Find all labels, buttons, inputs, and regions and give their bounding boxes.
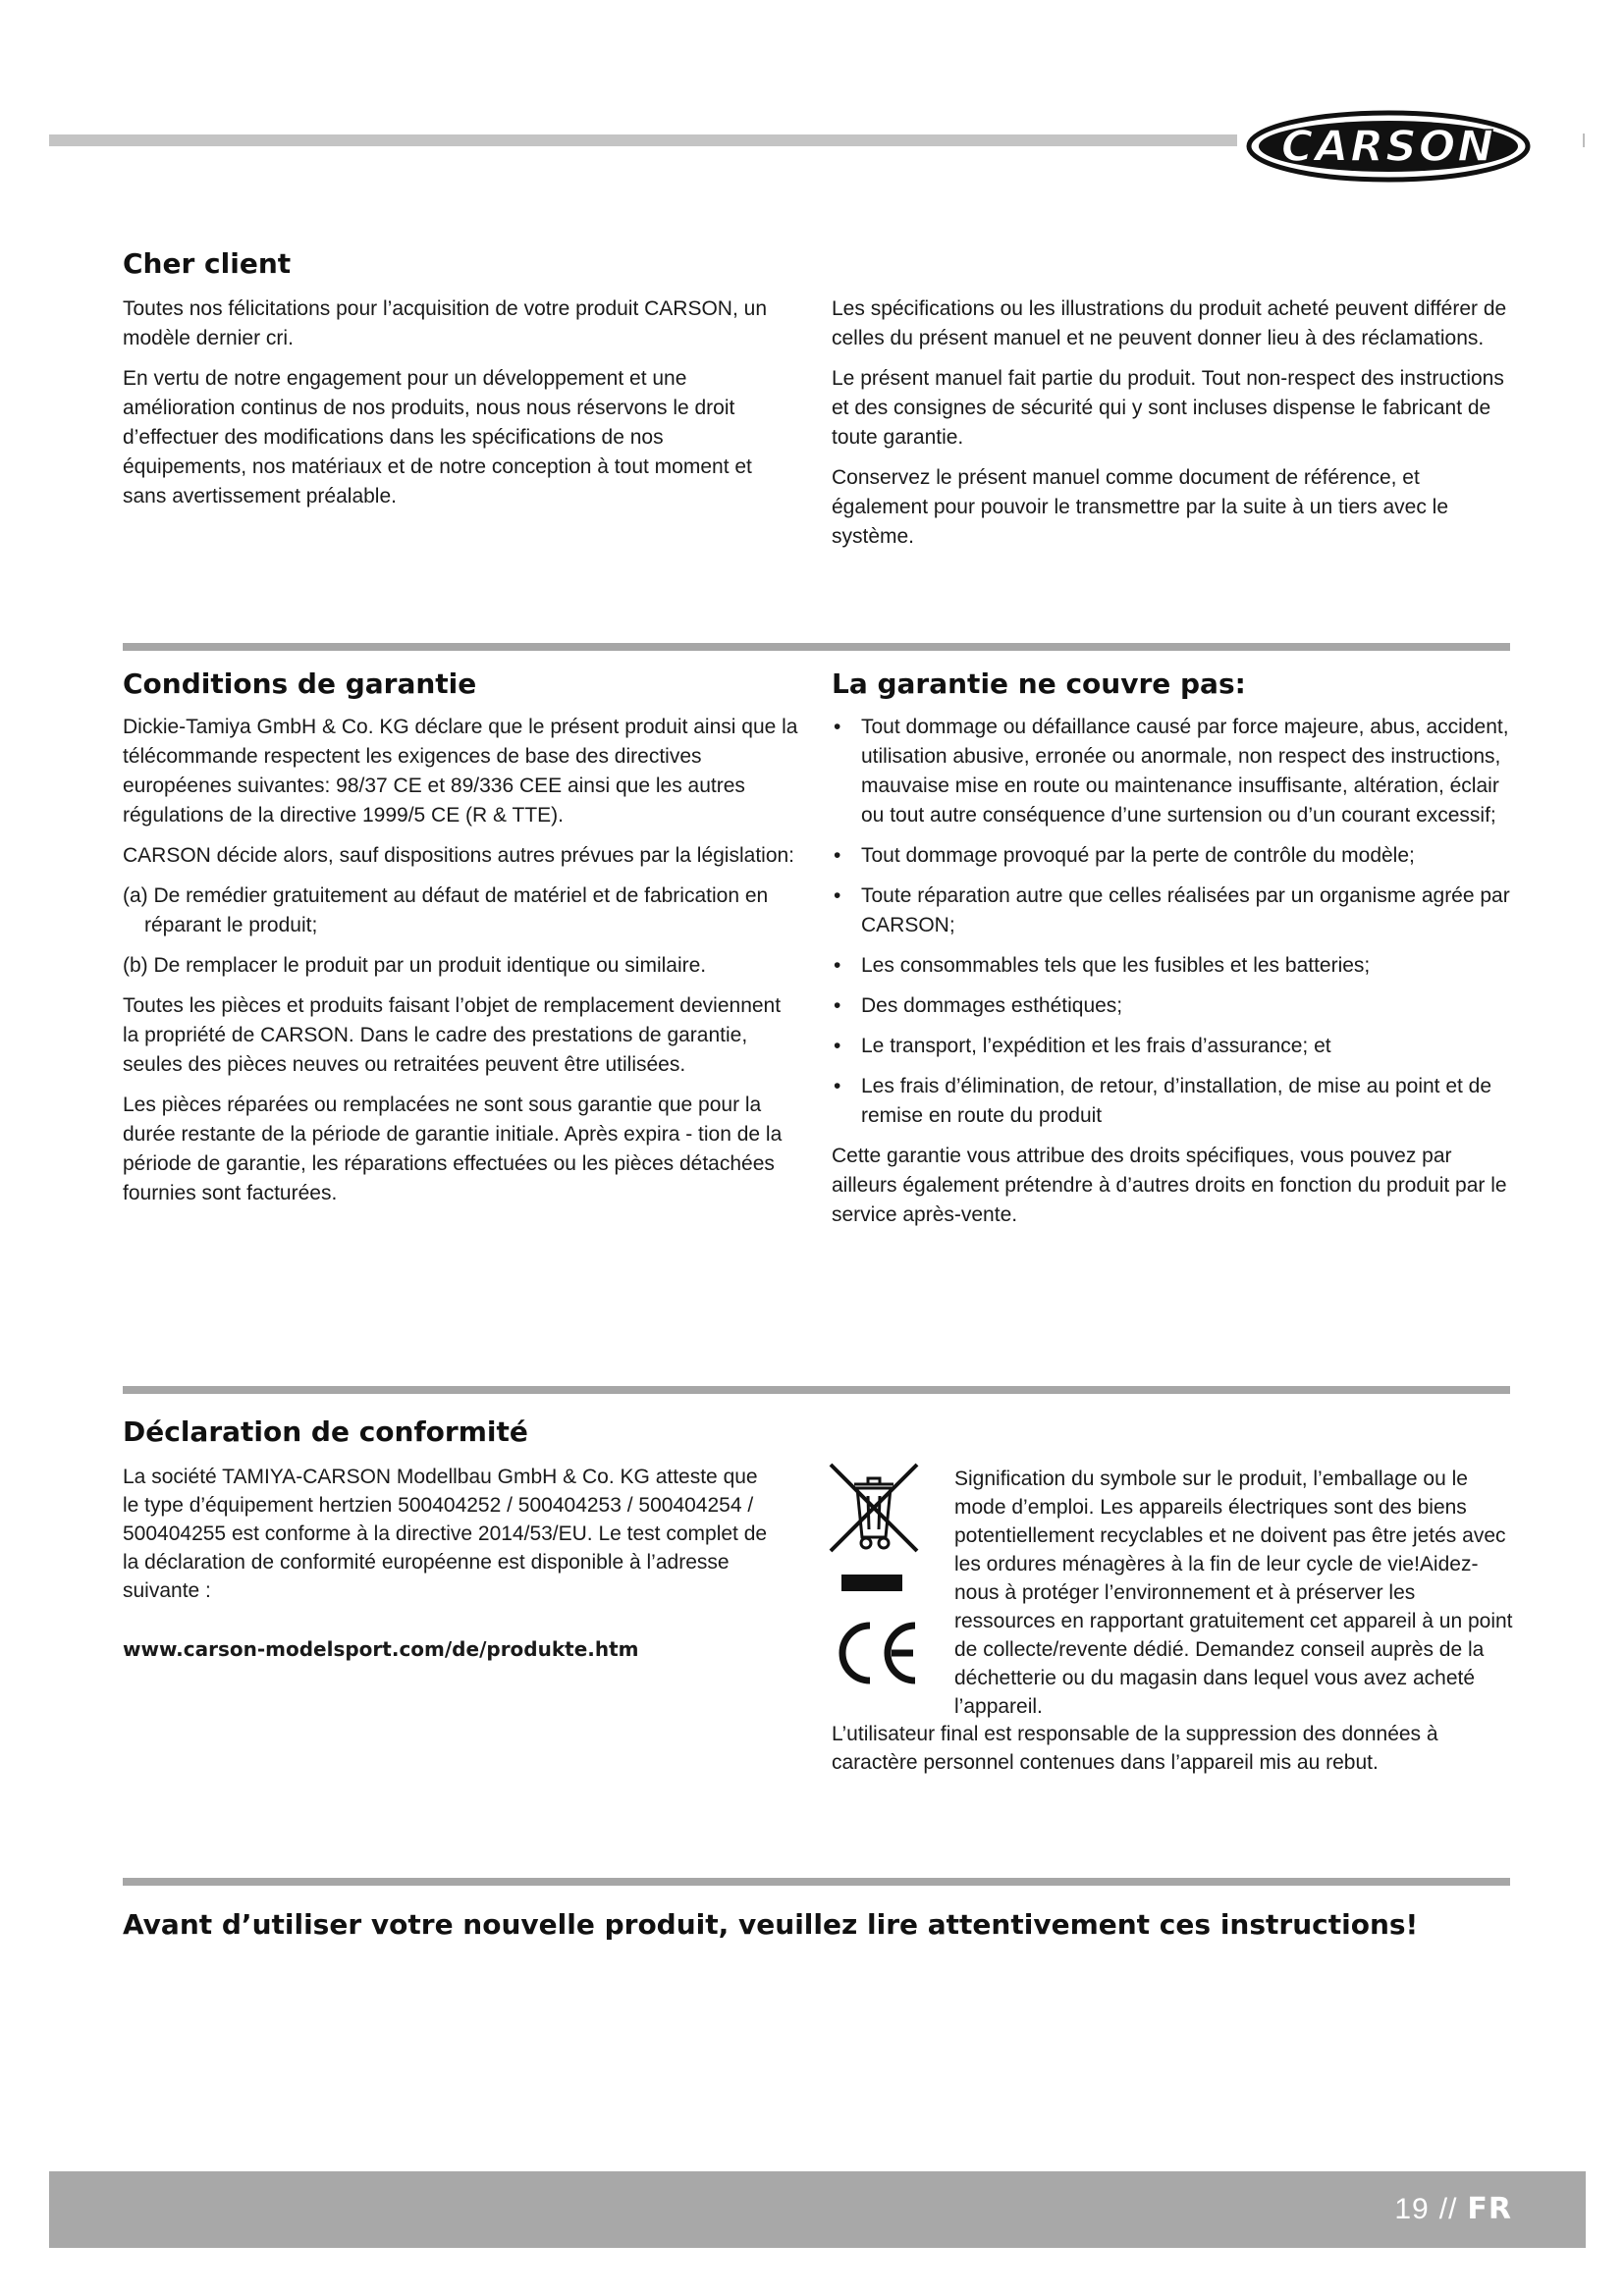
intro-right-p1: Les spécifications ou les illustrations du produit acheté peuvent différer de celles du présent manuel et ne peuvent donner lieu à des réclamations. [832,297,1507,349]
conformity-title: Déclaration de conformité [123,1415,528,1448]
list-item: • Les frais d’élimination, de retour, d’installation, de mise au point et de remise en route du produit [832,1072,1511,1131]
not-covered-closing: Cette garantie vous attribue des droits spécifiques, vous pouvez par ailleurs également prétendre à d’autres droits en fonction du produit par le service après-vente. [832,1145,1507,1226]
warranty-item-a: (a) De remédier gratuitement au défaut de matériel et de fabrication en réparant le produit; [123,884,769,936]
warranty-p1: Dickie-Tamiya GmbH & Co. KG déclare que le présent produit ainsi que la télécommande respectent les exigences de base des directives européenes suivantes: 98/37 CE et 89/336 CEE ainsi que les autres régulations de la directive 1999/5 CE (R & TTE). [123,716,798,827]
footer-bar [49,2171,1586,2248]
intro-left [123,294,790,522]
intro-left-p1: Toutes nos félicitations pour l’acquisition de votre produit CARSON, un modèle dernier cri. [123,297,768,349]
warranty-text [123,713,800,1219]
list-item: • Le transport, l’expédition et les frais d’assurance; et [832,1032,1511,1061]
ce-mark-icon [833,1620,921,1686]
section-divider [123,1386,1510,1394]
warranty-title: Conditions de garantie [123,667,477,700]
conformity-text [123,1463,771,1616]
intro-right-p3: Conservez le présent manuel comme document de référence, et également pour pouvoir le transmettre par la suite à un tiers avec le système. [832,466,1449,548]
intro-right-p2: Le présent manuel fait partie du produit. Tout non-respect des instructions et des consignes de sécurité qui y sont incluses dispense le fabricant de toute garantie. [832,367,1504,449]
warranty-p4: Les pièces réparées ou remplacées ne sont sous garantie que pour la durée restante de la période de garantie initiale. Après expira - tion de la période de garantie, les réparations effectuées ou les pièces détachées fournies sont facturées. [123,1094,783,1204]
weee-underline-bar [841,1575,902,1591]
page-separator: // [1438,2193,1458,2225]
list-item: • Tout dommage provoqué par la perte de contrôle du modèle; [832,841,1511,871]
header-tick [1583,133,1585,147]
warranty-item-b: (b) De remplacer le produit par un produit identique ou similaire. [123,954,707,977]
section-divider [123,643,1510,651]
conformity-paragraph: La société TAMIYA-CARSON Modellbau GmbH & Co. KG atteste que le type d’équipement hertzien 500404252 / 500404253 / 500404254 / 500404255 est conforme à la directive 2014/53/EU. Le test complet de la déclaration de conformité européenne est disponible à l’adresse suivante : [123,1466,768,1602]
intro-right [832,294,1509,562]
weee-bin-icon [825,1461,923,1555]
carson-logo [1245,110,1532,183]
list-item: • Les consommables tels que les fusibles et les batteries; [832,951,1511,981]
section-divider [123,1878,1510,1886]
list-item: • Toute réparation autre que celles réalisées par un organisme agrée par CARSON; [832,881,1511,940]
page-indicator [1394,2191,1512,2228]
logo-text: CARSON [1280,122,1496,172]
symbol-explanation-continued: L’utilisateur final est responsable de la suppression des données à caractère personnel contenues dans l’appareil mis au rebut. [832,1723,1438,1774]
warranty-remedies [123,881,800,981]
list-item: • Tout dommage ou défaillance causé par force majeure, abus, accident, utilisation abusive, erronée ou anormale, non respect des instructions, mauvaise mise en route ou maintenance insuffisante, altération, éclair ou tout autre conséquence d’une surtension ou d’un courant excessif; [832,713,1511,830]
not-covered-list [832,713,1511,1131]
language-code: FR [1467,2192,1512,2226]
conformity-url[interactable]: www.carson-modelsport.com/de/produkte.htm [123,1637,639,1661]
list-item: • Des dommages esthétiques; [832,991,1511,1021]
warranty-p2: CARSON décide alors, sauf dispositions autres prévues par la législation: [123,844,795,867]
symbol-explanation: Signification du symbole sur le produit, l’emballage ou le mode d’emploi. Les appareils électriques sont des biens potentiellement recyclables et ne doivent pas être jetés avec les ordures ménagères à la fin de leur cycle de vie!Aidez-nous à protéger l’environnement et à préserver les ressources en rapportant gratuitement cet appareil à un point de collecte/revente dédié. Demandez conseil auprès de la déchetterie ou du magasin dans lequel vous avez acheté l’appareil. [954,1468,1513,1718]
warranty-p3: Toutes les pièces et produits faisant l’objet de remplacement deviennent la propriété de CARSON. Dans le cadre des prestations de garantie, seules des pièces neuves ou retraitées peuvent être utilisées. [123,994,782,1076]
final-notice: Avant d’utiliser votre nouvelle produit, veuillez lire attentivement ces instructions! [123,1908,1419,1941]
header-bar [49,134,1237,146]
intro-title: Cher client [123,247,292,280]
page-number: 19 [1394,2193,1430,2225]
intro-left-p2: En vertu de notre engagement pour un développement et une amélioration continus de nos produits, nous nous réservons le droit d’effectuer des modifications dans les spécifications de nos équipements, nos matériaux et de notre conception à tout moment et sans avertissement préalable. [123,367,752,507]
not-covered-text [832,713,1511,1241]
not-covered-title: La garantie ne couvre pas: [832,667,1246,700]
